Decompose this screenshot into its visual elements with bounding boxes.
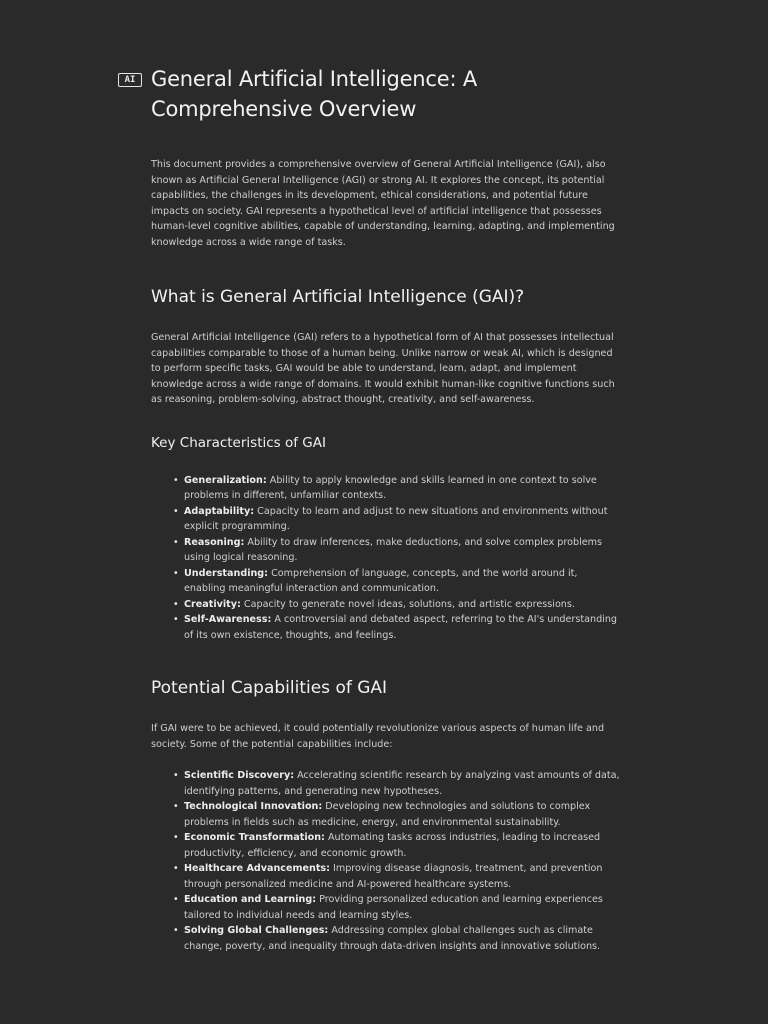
list-item [151,861,621,892]
list-item-text: Ability to apply knowledge and skills learned in one context to solve problems in different, unfamiliar contexts. [184,474,597,501]
key-characteristics-list [151,473,621,644]
list-item-text: Accelerating scientific research by analyzing vast amounts of data, identifying patterns, and generating new hypotheses. [184,770,620,797]
list-item-text: Capacity to generate novel ideas, solutions, and artistic expressions. [240,598,575,610]
list-item-term: Understanding: [184,567,269,579]
list-item-term: Technological Innovation: [184,801,323,812]
list-item-term: Reasoning: [184,536,245,548]
list-item [151,923,621,954]
what-is-gai-paragraph: General Artificial Intelligence (GAI) refers to a hypothetical form of AI that possesses intellectual capabilities comparable to those of a human being. Unlike narrow or weak AI, which is designed to perform specific tasks, GAI would be able to understand, learn, adapt, and implement knowledge across a wide range of domains. It would exhibit human-like cognitive functions such as reasoning, problem-solving, abstract thought, creativity, and self-awareness. [151,332,615,405]
list-item-text: Providing personalized education and learning experiences tailored to individual needs and learning styles. [184,894,603,921]
list-item-text: Automating tasks across industries, leading to increased productivity, efficiency, and economic growth. [184,832,601,859]
subsection-heading-key-characteristics: Key Characteristics of GAI [151,434,326,451]
list-item-term: Healthcare Advancements: [184,863,330,874]
capabilities-list [151,768,621,954]
list-item-term: Adaptability: [184,505,255,517]
list-item-text: Comprehension of language, concepts, and the world around it, enabling meaningful interaction and communication. [184,567,578,594]
list-item-text: A controversial and debated aspect, referring to the AI's understanding of its own existence, thoughts, and feelings. [184,614,618,641]
document-content [124,64,621,954]
list-item-text: Capacity to learn and adjust to new situations and environments without explicit programming. [184,505,608,532]
list-item-term: Generalization: [184,474,267,486]
list-item [151,504,621,535]
capabilities-paragraph: If GAI were to be achieved, it could potentially revolutionize various aspects of human life and society. Some of the potential capabilities include: [151,723,605,750]
list-item [151,566,621,597]
list-item-term: Scientific Discovery: [184,770,295,781]
list-item-term: Solving Global Challenges: [184,925,329,936]
list-item [151,799,621,830]
list-item-text: Developing new technologies and solutions to complex problems in fields such as medicine, energy, and environmental sustainability. [184,801,591,828]
list-item-term: Education and Learning: [184,894,317,905]
intro-paragraph: This document provides a comprehensive overview of General Artificial Intelligence (GAI), also known as Artificial General Intelligence (AGI) or strong AI. It explores the concept, its potential capabilities, the challenges in its development, ethical considerations, and potential future impacts on society. GAI represents a hypothetical level of artificial intelligence that possesses human-level cognitive abilities, capable of understanding, learning, adapting, and implementing knowledge across a wide range of tasks. [151,159,615,248]
list-item [151,473,621,504]
page-title: General Artificial Intelligence: A Comprehensive Overview [151,67,477,121]
list-item-text: Ability to draw inferences, make deductions, and solve complex problems using logical reasoning. [184,536,602,563]
list-item [151,830,621,861]
section-heading-what-is-gai: What is General Artificial Intelligence (GAI)? [151,287,525,307]
list-item-term: Self-Awareness: [184,614,272,625]
list-item [151,597,621,613]
list-item [151,892,621,923]
list-item [151,612,621,643]
list-item [151,768,621,799]
list-item-text: Addressing complex global challenges such as climate change, poverty, and inequality through data-driven insights and innovative solutions. [184,925,601,952]
list-item-term: Economic Transformation: [184,832,325,843]
section-heading-potential-capabilities: Potential Capabilities of GAI [151,678,388,698]
list-item-term: Creativity: [184,598,241,610]
list-item-text: Improving disease diagnosis, treatment, and prevention through personalized medicine and AI-powered healthcare systems. [184,863,603,890]
title-row [124,64,621,124]
ai-badge-icon: AI [118,73,142,87]
list-item [151,535,621,566]
